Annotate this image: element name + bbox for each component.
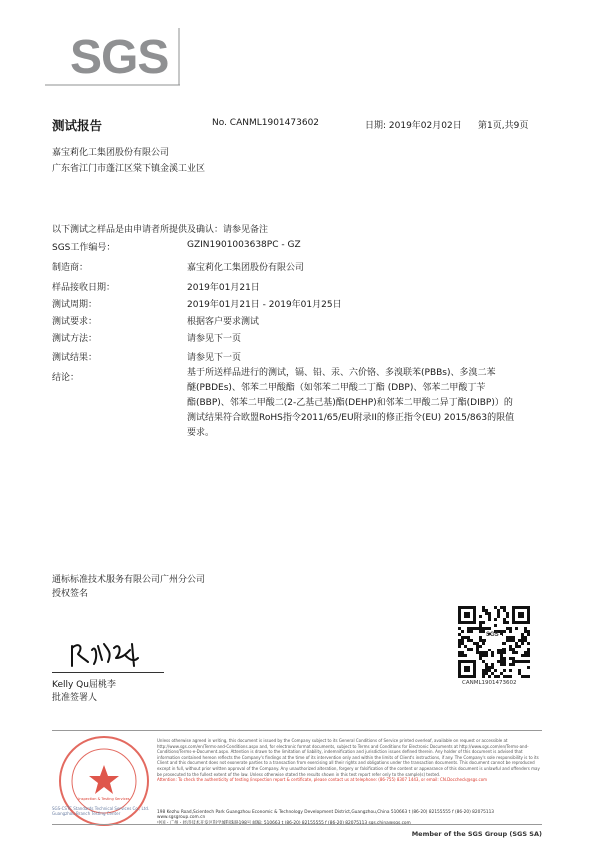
handwritten-signature <box>68 636 148 670</box>
field-label: SGS工作编号： <box>52 243 116 253</box>
report-date: 日期: 2019年02月02日 <box>365 121 462 131</box>
report-number: No. CANML1901473602 <box>212 118 320 128</box>
disclaimer-text: Unless otherwise agreed in writing, this document is issued by the Company subject to its General Conditions of Service printed overleaf, available on request or accessible at http://www.sgs.com/en/Terms-and-Conditions.aspx and, for electronic format documents, subject to Terms and Conditions for Electronic Documents at http://www.sgs.com/en/Terms-and-Conditions/Terms-e-Document.aspx. Attention is drawn to the limitation of liability, indemnification and jurisdiction issues defined therein. Any holder of this document is advised that information contained hereon reflects the Company's findings at the time of its intervention only and within the limits of Client's instructions, if any. The Company's sole responsibility is to its Client and this document does not exonerate parties to a transaction from exercising all their rights and obligations under the transaction documents. This document cannot be reproduced except in full, without prior written approval of the Company. Any unauthorized alteration, forgery or falsification of the content or appearance of this document is unlawful and offenders may be prosecuted to the fullest extent of the law. Unless otherwise stated the results shown in this test report refer only to the sample(s) tested. <box>157 738 540 777</box>
conclusion-line: 测试结果符合欧盟RoHS指令2011/65/EU附录II的修正指令(EU) 2015/863的限值 <box>187 413 515 423</box>
field-value: GZIN1901003638PC - GZ <box>187 240 301 250</box>
report-title: 测试报告 <box>52 118 103 133</box>
field-label: 制造商： <box>52 263 89 273</box>
conclusion-line: 基于所送样品进行的测试，镉、铅、汞、六价铬、多溴联苯(PBBs)、多溴二苯 <box>187 368 496 378</box>
field-label: 测试结果： <box>52 353 98 363</box>
authorized-signature-label: 授权签名 <box>52 589 89 599</box>
conclusion-label: 结论： <box>52 373 80 383</box>
signer-role: 批准签署人 <box>52 693 98 703</box>
field-value: 请参见下一页 <box>187 353 242 363</box>
qr-code <box>458 606 530 678</box>
address-line: 中国・广州・经济技术开发区科学城科珠路198号 邮编: 510663 t (86-20) 82155555 f (86-20) 82075113 sgs.china@sgs.com <box>157 821 411 826</box>
conclusion-line: 要求。 <box>187 428 215 438</box>
field-value: 嘉宝莉化工集团股份有限公司 <box>187 263 305 273</box>
page-indicator: 第1页,共9页 <box>478 121 529 131</box>
field-value: 2019年01月21日 - 2019年01月25日 <box>187 300 342 310</box>
qr-caption: CANML1901473602 <box>462 680 517 686</box>
attention-text: Attention: To check the authenticity of testing /inspection report & certificate, please contact us at telephone: (86-755) 8307 1443, or email: CN.Doccheck@sgs.com <box>157 777 488 783</box>
footer-bottom-rule <box>52 824 542 825</box>
qr-badge: SGS <box>486 632 499 638</box>
member-text: Member of the SGS Group (SGS SA) <box>411 830 542 838</box>
address-line: 198 Kezhu Road,Scientech Park Guangzhou Economic & Technology Development District,Guangzhou,China 510663 t (86-20) 82155555 f (86-20) 82075113 www.sgsgroup.com.cn <box>157 810 495 820</box>
field-value: 2019年01月21日 <box>187 283 260 293</box>
seal-center-text: Inspection & Testing Services <box>78 797 130 801</box>
field-value: 请参见下一页 <box>187 334 242 344</box>
signature-line <box>52 672 164 673</box>
signer-name: Kelly Qu屈桃李 <box>52 680 116 690</box>
field-value: 根据客户要求测试 <box>187 317 260 327</box>
field-label: 测试周期： <box>52 300 98 310</box>
seal-caption: SGS-CSTC Standards Technical Services Co., Ltd. Guangzhou Branch Testing Center <box>52 806 150 816</box>
client-address: 广东省江门市蓬江区棠下镇金溪工业区 <box>52 164 206 174</box>
footer-disclaimer <box>157 738 542 783</box>
sgs-logo-text: SGS <box>70 31 169 84</box>
field-label: 样品接收日期： <box>52 283 116 293</box>
footer-top-rule <box>52 730 542 731</box>
field-label: 测试方法： <box>52 334 98 344</box>
intro-text: 以下测试之样品是由申请者所提供及确认：请参见备注 <box>52 225 269 235</box>
company-name: 通标标准技术服务有限公司广州分公司 <box>52 575 206 585</box>
conclusion-text <box>187 366 547 441</box>
client-name: 嘉宝莉化工集团股份有限公司 <box>52 148 170 158</box>
conclusion-line: 醚(PBDEs)、邻苯二甲酸酯（如邻苯二甲酸二丁酯 (DBP)、邻苯二甲酸丁苄 <box>187 383 486 393</box>
field-label: 测试要求： <box>52 317 98 327</box>
conclusion-line: 酯(BBP)、邻苯二甲酸二(2-乙基己基)酯(DEHP)和邻苯二甲酸二异丁酯(DIBP)）的 <box>187 398 513 408</box>
